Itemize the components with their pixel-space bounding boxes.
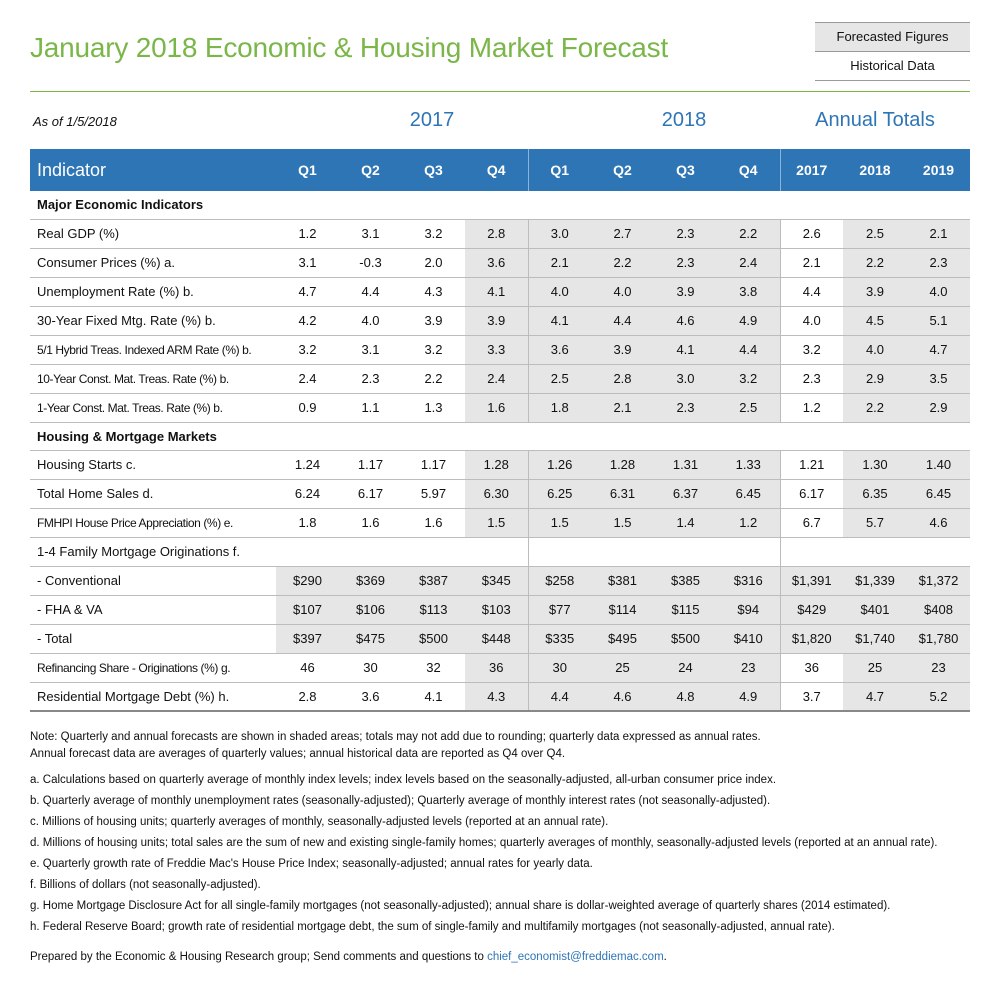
table-cell: 6.45 <box>907 479 970 508</box>
table-cell: $1,391 <box>780 566 843 595</box>
legend-historical: Historical Data <box>815 52 970 81</box>
table-cell: 4.6 <box>591 682 654 711</box>
forecast-table <box>30 149 970 712</box>
table-cell: $290 <box>276 566 339 595</box>
table-cell: 24 <box>654 653 717 682</box>
header-2018-q3: Q3 <box>676 162 695 178</box>
table-cell: 4.7 <box>843 682 907 711</box>
as-of-date: As of 1/5/2018 <box>33 114 117 129</box>
table-cell: 3.0 <box>528 219 591 248</box>
table-cell: 2.4 <box>717 248 780 277</box>
table-cell: $429 <box>780 595 843 624</box>
row-label: 30-Year Fixed Mtg. Rate (%) b. <box>30 306 276 335</box>
row-label: 5/1 Hybrid Treas. Indexed ARM Rate (%) b. <box>30 335 276 364</box>
table-cell: 25 <box>843 653 907 682</box>
row-label: - Conventional <box>30 566 276 595</box>
table-cell: $114 <box>591 595 654 624</box>
table-cell: 4.6 <box>907 508 970 537</box>
table-cell: 2.5 <box>528 364 591 393</box>
table-cell: 1.33 <box>717 450 780 479</box>
table-cell: 4.0 <box>339 306 402 335</box>
table-cell: 6.17 <box>339 479 402 508</box>
table-cell: 4.0 <box>843 335 907 364</box>
table-cell <box>402 537 465 566</box>
table-cell <box>780 537 843 566</box>
table-cell <box>528 537 591 566</box>
table-cell: 4.1 <box>402 682 465 711</box>
table-cell: 3.2 <box>780 335 843 364</box>
table-cell: $500 <box>402 624 465 653</box>
table-cell: 2.2 <box>843 393 907 422</box>
table-cell: 2.3 <box>654 393 717 422</box>
table-cell: 2.3 <box>654 248 717 277</box>
table-cell: 0.9 <box>276 393 339 422</box>
footnote-d: d. Millions of housing units; total sales are the sum of new and existing single-family homes; quarterly averages of monthly, seasonally-adjusted levels (reported at an annual rate). <box>30 837 938 849</box>
header-2017-q1: Q1 <box>298 162 317 178</box>
row-label: Residential Mortgage Debt (%) h. <box>30 682 276 711</box>
table-cell <box>907 537 970 566</box>
table-cell: 1.28 <box>591 450 654 479</box>
table-row <box>30 393 970 422</box>
table-cell: $369 <box>339 566 402 595</box>
row-label: FMHPI House Price Appreciation (%) e. <box>30 508 276 537</box>
table-cell: 3.6 <box>339 682 402 711</box>
table-cell: 3.5 <box>907 364 970 393</box>
table-cell: 2.0 <box>402 248 465 277</box>
table-cell: 2.1 <box>780 248 843 277</box>
table-cell: 3.2 <box>402 219 465 248</box>
table-cell: 2.5 <box>843 219 907 248</box>
year-group-2017: 2017 <box>409 109 455 131</box>
table-cell: $410 <box>717 624 780 653</box>
table-cell: 4.4 <box>591 306 654 335</box>
table-cell: 5.1 <box>907 306 970 335</box>
table-cell: 4.4 <box>339 277 402 306</box>
table-cell: 1.30 <box>843 450 907 479</box>
table-cell: $408 <box>907 595 970 624</box>
table-cell: 3.2 <box>717 364 780 393</box>
header-annual-2018: 2018 <box>859 162 891 178</box>
table-cell: 6.17 <box>780 479 843 508</box>
footnote-c: c. Millions of housing units; quarterly averages of monthly, seasonally-adjusted levels (reported at an annual rate). <box>30 816 609 828</box>
table-cell: 1.24 <box>276 450 339 479</box>
table-cell: 2.3 <box>339 364 402 393</box>
table-row <box>30 335 970 364</box>
table-cell: 1.8 <box>276 508 339 537</box>
table-cell: 5.97 <box>402 479 465 508</box>
table-cell: 2.2 <box>843 248 907 277</box>
table-cell: $107 <box>276 595 339 624</box>
section-header-row <box>30 191 970 219</box>
table-cell: 1.6 <box>402 508 465 537</box>
table-cell: 3.8 <box>717 277 780 306</box>
table-cell: 2.8 <box>591 364 654 393</box>
table-row <box>30 248 970 277</box>
table-cell: 1.31 <box>654 450 717 479</box>
page-title: January 2018 Economic & Housing Market Forecast <box>30 32 669 63</box>
table-cell <box>717 537 780 566</box>
header-2018-q2: Q2 <box>613 162 632 178</box>
table-cell: $258 <box>528 566 591 595</box>
table-row <box>30 682 970 711</box>
table-cell: 4.9 <box>717 306 780 335</box>
table-cell: 36 <box>780 653 843 682</box>
table-cell: $401 <box>843 595 907 624</box>
table-cell: 4.4 <box>528 682 591 711</box>
table-cell: 2.9 <box>843 364 907 393</box>
table-cell: 3.9 <box>843 277 907 306</box>
table-cell: $335 <box>528 624 591 653</box>
table-cell: 2.3 <box>654 219 717 248</box>
table-row <box>30 537 970 566</box>
table-cell: 1.17 <box>402 450 465 479</box>
table-cell: 1.5 <box>465 508 528 537</box>
footnote-a: a. Calculations based on quarterly average of monthly index levels; index levels based on the seasonally-adjusted, all-urban consumer price index. <box>30 774 777 786</box>
table-row <box>30 277 970 306</box>
table-cell <box>591 537 654 566</box>
header-2018-q1: Q1 <box>528 149 591 191</box>
table-cell: 4.1 <box>654 335 717 364</box>
table-cell: -0.3 <box>339 248 402 277</box>
table-cell: 23 <box>907 653 970 682</box>
table-row <box>30 219 970 248</box>
table-cell: 2.1 <box>528 248 591 277</box>
table-cell: 2.2 <box>402 364 465 393</box>
footnote-b: b. Quarterly average of monthly unemployment rates (seasonally-adjusted); Quarterly average of monthly interest rates (not seasonally-adjusted). <box>30 795 771 807</box>
section-title: Housing & Mortgage Markets <box>30 422 970 450</box>
table-row <box>30 566 970 595</box>
header-annual-2017: 2017 <box>780 149 843 191</box>
table-cell: 6.7 <box>780 508 843 537</box>
table-cell: 6.31 <box>591 479 654 508</box>
row-label: 1-4 Family Mortgage Originations f. <box>30 537 276 566</box>
table-cell: 1.6 <box>339 508 402 537</box>
table-cell: 30 <box>339 653 402 682</box>
table-cell: 6.45 <box>717 479 780 508</box>
table-cell: 30 <box>528 653 591 682</box>
year-group-annual: Annual Totals <box>815 109 935 131</box>
footnote-f: f. Billions of dollars (not seasonally-adjusted). <box>30 879 261 891</box>
table-cell: 2.2 <box>591 248 654 277</box>
table-row <box>30 364 970 393</box>
table-cell: $1,740 <box>843 624 907 653</box>
table-cell: 5.2 <box>907 682 970 711</box>
table-cell: 6.24 <box>276 479 339 508</box>
table-cell: $94 <box>717 595 780 624</box>
table-cell: $316 <box>717 566 780 595</box>
row-label: 1-Year Const. Mat. Treas. Rate (%) b. <box>30 393 276 422</box>
table-cell: 4.3 <box>402 277 465 306</box>
table-cell: $385 <box>654 566 717 595</box>
table-row <box>30 624 970 653</box>
email-link[interactable]: chief_economist@freddiemac.com <box>487 951 664 963</box>
footnote-e: e. Quarterly growth rate of Freddie Mac's House Price Index; seasonally-adjusted; annual rates for yearly data. <box>30 858 593 870</box>
table-cell: $381 <box>591 566 654 595</box>
table-cell: 4.2 <box>276 306 339 335</box>
table-cell: $495 <box>591 624 654 653</box>
table-cell: $387 <box>402 566 465 595</box>
table-cell: 1.28 <box>465 450 528 479</box>
table-cell: 1.2 <box>276 219 339 248</box>
note-line: Annual forecast data are averages of quarterly values; annual historical data are reported as Q4 over Q4. <box>30 748 566 760</box>
table-cell: 4.4 <box>780 277 843 306</box>
table-cell: 5.7 <box>843 508 907 537</box>
header-2018-q4: Q4 <box>738 162 758 178</box>
table-cell <box>654 537 717 566</box>
table-cell: 3.9 <box>465 306 528 335</box>
table-cell: $1,820 <box>780 624 843 653</box>
header-2017-q2: Q2 <box>361 162 380 178</box>
table-cell: $1,372 <box>907 566 970 595</box>
table-cell <box>843 537 907 566</box>
table-cell: 3.7 <box>780 682 843 711</box>
table-cell: 6.37 <box>654 479 717 508</box>
table-cell: $1,780 <box>907 624 970 653</box>
table-cell: 4.6 <box>654 306 717 335</box>
row-label: - Total <box>30 624 276 653</box>
table-cell: 23 <box>717 653 780 682</box>
legend-forecasted: Forecasted Figures <box>815 22 970 52</box>
table-cell: 3.6 <box>465 248 528 277</box>
table-cell: 3.1 <box>339 219 402 248</box>
table-cell: $77 <box>528 595 591 624</box>
table-cell: 1.26 <box>528 450 591 479</box>
table-cell: 4.3 <box>465 682 528 711</box>
table-cell: 4.4 <box>717 335 780 364</box>
table-cell: $103 <box>465 595 528 624</box>
table-body <box>30 191 970 711</box>
table-cell: 1.5 <box>591 508 654 537</box>
section-header-row <box>30 422 970 450</box>
table-cell: 2.5 <box>717 393 780 422</box>
table-cell: $1,339 <box>843 566 907 595</box>
table-cell: 2.6 <box>780 219 843 248</box>
table-cell: 4.1 <box>465 277 528 306</box>
table-cell: 2.1 <box>591 393 654 422</box>
table-cell: 1.2 <box>780 393 843 422</box>
table-cell: 36 <box>465 653 528 682</box>
table-cell: 3.1 <box>339 335 402 364</box>
row-label: Unemployment Rate (%) b. <box>30 277 276 306</box>
table-cell: 2.3 <box>907 248 970 277</box>
table-cell: 2.1 <box>907 219 970 248</box>
notes-block <box>30 729 980 936</box>
table-cell: 2.9 <box>907 393 970 422</box>
footnote-h: h. Federal Reserve Board; growth rate of residential mortgage debt, the sum of single-family and multifamily mortgages (not seasonally-adjusted, annual rate). <box>30 921 835 933</box>
table-cell: 3.2 <box>402 335 465 364</box>
table-cell: $115 <box>654 595 717 624</box>
table-cell: 2.3 <box>780 364 843 393</box>
table-cell: 4.7 <box>907 335 970 364</box>
table-cell: $113 <box>402 595 465 624</box>
header-annual-2019: 2019 <box>922 162 955 178</box>
table-cell: 1.2 <box>717 508 780 537</box>
table-cell: $475 <box>339 624 402 653</box>
table-cell <box>276 537 339 566</box>
table-cell: 1.17 <box>339 450 402 479</box>
row-label: Refinancing Share - Originations (%) g. <box>30 653 276 682</box>
table-cell: 4.0 <box>780 306 843 335</box>
footer <box>30 951 667 963</box>
row-label: - FHA & VA <box>30 595 276 624</box>
table-cell: 3.2 <box>276 335 339 364</box>
table-row <box>30 653 970 682</box>
table-cell: $345 <box>465 566 528 595</box>
table-cell: $500 <box>654 624 717 653</box>
table-cell: 2.7 <box>591 219 654 248</box>
row-label: Housing Starts c. <box>30 450 276 479</box>
table-cell: 4.8 <box>654 682 717 711</box>
table-cell: 25 <box>591 653 654 682</box>
header-2017-q4: Q4 <box>486 162 506 178</box>
table-cell: 4.0 <box>907 277 970 306</box>
table-cell: 1.6 <box>465 393 528 422</box>
table-header-row <box>30 149 970 191</box>
row-label: Consumer Prices (%) a. <box>30 248 276 277</box>
table-row <box>30 508 970 537</box>
table-cell: $448 <box>465 624 528 653</box>
row-label: Total Home Sales d. <box>30 479 276 508</box>
footnote-g: g. Home Mortgage Disclosure Act for all single-family mortgages (not seasonally-adjusted); annual share is dollar-weighted average of quarterly shares (2014 estimated). <box>30 900 891 912</box>
table-cell: 6.25 <box>528 479 591 508</box>
footer-end: . <box>663 951 667 963</box>
table-cell: 2.2 <box>717 219 780 248</box>
table-cell: 1.8 <box>528 393 591 422</box>
row-label: 10-Year Const. Mat. Treas. Rate (%) b. <box>30 364 276 393</box>
table-cell: 4.0 <box>528 277 591 306</box>
table-cell: 2.8 <box>276 682 339 711</box>
table-cell: 3.0 <box>654 364 717 393</box>
table-cell: 3.1 <box>276 248 339 277</box>
row-label: Real GDP (%) <box>30 219 276 248</box>
table-cell: 1.40 <box>907 450 970 479</box>
table-cell: 3.9 <box>402 306 465 335</box>
table-row <box>30 595 970 624</box>
title-divider <box>30 91 970 92</box>
table-cell: 6.35 <box>843 479 907 508</box>
table-cell: 46 <box>276 653 339 682</box>
table-cell: 4.0 <box>591 277 654 306</box>
header-indicator: Indicator <box>37 159 107 180</box>
table-cell: 3.6 <box>528 335 591 364</box>
table-cell: 2.4 <box>465 364 528 393</box>
header-2017-q3: Q3 <box>424 162 443 178</box>
table-row <box>30 450 970 479</box>
table-cell: 3.3 <box>465 335 528 364</box>
table-cell: 3.9 <box>591 335 654 364</box>
table-cell: 1.1 <box>339 393 402 422</box>
table-cell <box>339 537 402 566</box>
table-row <box>30 306 970 335</box>
table-cell: $106 <box>339 595 402 624</box>
table-cell <box>465 537 528 566</box>
table-cell: 1.4 <box>654 508 717 537</box>
table-cell: 1.5 <box>528 508 591 537</box>
table-cell: 4.7 <box>276 277 339 306</box>
table-cell: 1.21 <box>780 450 843 479</box>
table-cell: 4.5 <box>843 306 907 335</box>
footer-text: Prepared by the Economic & Housing Research group; Send comments and questions to <box>30 951 488 963</box>
note-line: Note: Quarterly and annual forecasts are shown in shaded areas; totals may not add due to rounding; quarterly data expressed as annual rates. <box>30 731 761 743</box>
table-cell: 2.8 <box>465 219 528 248</box>
table-cell: $397 <box>276 624 339 653</box>
year-group-2018: 2018 <box>661 109 707 131</box>
table-row <box>30 479 970 508</box>
legend <box>815 22 970 81</box>
table-cell: 4.1 <box>528 306 591 335</box>
table-cell: 6.30 <box>465 479 528 508</box>
section-title: Major Economic Indicators <box>30 191 970 219</box>
table-cell: 4.9 <box>717 682 780 711</box>
table-cell: 1.3 <box>402 393 465 422</box>
table-cell: 32 <box>402 653 465 682</box>
table-cell: 3.9 <box>654 277 717 306</box>
table-cell: 2.4 <box>276 364 339 393</box>
